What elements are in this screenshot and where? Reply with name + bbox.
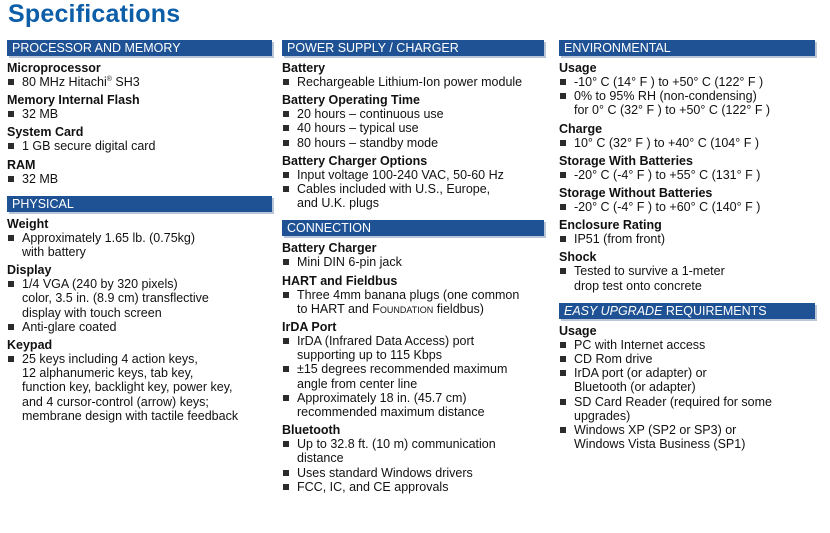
spec-group-title: System Card	[7, 125, 84, 140]
spec-group-title: Battery Operating Time	[282, 93, 421, 108]
section-environmental	[559, 40, 815, 293]
section-header-text: REQUIREMENTS	[662, 303, 767, 318]
spec-list	[282, 334, 544, 419]
section-power-supply-charger	[282, 40, 544, 210]
section-header: CONNECTION	[282, 220, 544, 236]
spec-list	[7, 139, 272, 153]
spec-group-title: Display	[7, 263, 52, 278]
spec-list-item: -20° C (-4° F ) to +55° C (131° F )	[559, 168, 815, 182]
spec-list-item: 1 GB secure digital card	[7, 139, 272, 153]
spec-group-battery-charger-options	[282, 154, 544, 211]
spec-list	[7, 75, 272, 89]
spec-list-item: Windows XP (SP2 or SP3) or Windows Vista Business (SP1)	[559, 423, 815, 451]
spec-group-shock	[559, 250, 815, 292]
spec-group-irda-port	[282, 320, 544, 419]
spec-list-item: IP51 (from front)	[559, 232, 815, 246]
spec-list-item: Anti-glare coated	[7, 320, 272, 334]
spec-group-title: IrDA Port	[282, 320, 337, 335]
spec-list-item: FCC, IC, and CE approvals	[282, 480, 544, 494]
section-physical	[7, 196, 272, 423]
section-header	[559, 303, 815, 319]
section-easy-upgrade-requirements	[559, 303, 815, 452]
spec-list-item: Uses standard Windows drivers	[282, 466, 544, 480]
spec-list	[559, 232, 815, 246]
column-2	[282, 40, 544, 504]
spec-list	[7, 107, 272, 121]
spec-list	[7, 352, 272, 423]
spec-list-item: Tested to survive a 1-meter drop test onto concrete	[559, 264, 815, 292]
spec-list	[559, 264, 815, 292]
spec-list-item: 80 MHz Hitachi® SH3	[7, 75, 272, 89]
spec-list-item: Cables included with U.S., Europe, and U.K. plugs	[282, 182, 544, 210]
spec-group-title: RAM	[7, 157, 36, 172]
spec-group-display	[7, 263, 272, 334]
spec-list	[559, 168, 815, 182]
spec-list-item: Input voltage 100-240 VAC, 50-60 Hz	[282, 168, 544, 182]
spec-list-item: Up to 32.8 ft. (10 m) communication distance	[282, 437, 544, 465]
spec-group-storage-with-batteries	[559, 154, 815, 182]
spec-group-enclosure-rating	[559, 218, 815, 246]
spec-group-battery-charger	[282, 241, 544, 269]
spec-list	[282, 168, 544, 211]
spec-group-title: Microprocessor	[7, 61, 101, 75]
spec-list	[559, 200, 815, 214]
spec-list-item: Approximately 18 in. (45.7 cm) recommended maximum distance	[282, 391, 544, 419]
spec-group-storage-without-batteries	[559, 186, 815, 214]
spec-list-item: IrDA port (or adapter) or Bluetooth (or adapter)	[559, 366, 815, 394]
spec-list	[7, 231, 272, 259]
spec-list-item: 32 MB	[7, 107, 272, 121]
spec-group-microprocessor	[7, 61, 272, 89]
spec-group-battery-operating-time	[282, 93, 544, 150]
spec-group-title: Usage	[559, 61, 597, 75]
spec-list-item: 20 hours – continuous use	[282, 107, 544, 121]
spec-list	[282, 107, 544, 150]
spec-list-item: 1/4 VGA (240 by 320 pixels) color, 3.5 in. (8.9 cm) transflective display with touch screen	[7, 277, 272, 320]
spec-group-title: Charge	[559, 121, 603, 136]
spec-group-system-card	[7, 125, 272, 153]
section-header: POWER SUPPLY / CHARGER	[282, 40, 544, 56]
spec-group-usage	[559, 324, 815, 452]
spec-group-title: Battery	[282, 61, 326, 75]
spec-list	[282, 437, 544, 494]
section-processor-and-memory	[7, 40, 272, 186]
spec-group-title: Keypad	[7, 338, 53, 353]
spec-list-item: CD Rom drive	[559, 352, 815, 366]
spec-group-title: Storage With Batteries	[559, 153, 693, 168]
spec-group-bluetooth	[282, 423, 544, 494]
section-connection	[282, 220, 544, 494]
spec-list	[7, 277, 272, 334]
spec-list-item: 10° C (32° F ) to +40° C (104° F )	[559, 136, 815, 150]
spec-list-item: -20° C (-4° F ) to +60° C (140° F )	[559, 200, 815, 214]
spec-group-title: Bluetooth	[282, 423, 341, 438]
spec-group-usage	[559, 61, 815, 118]
spec-list	[282, 75, 544, 89]
spec-group-title: Storage Without Batteries	[559, 186, 713, 201]
spec-list	[282, 255, 544, 269]
section-header-italic: EASY UPGRADE	[564, 303, 663, 318]
section-header: PROCESSOR AND MEMORY	[7, 40, 272, 56]
spec-group-ram	[7, 158, 272, 186]
page-title: Specifications	[8, 0, 181, 28]
spec-list	[7, 172, 272, 186]
spec-list-item: Three 4mm banana plugs (one common to HART and Foundation fieldbus)	[282, 288, 544, 316]
spec-list-item: IrDA (Infrared Data Access) port supporting up to 115 Kbps	[282, 334, 544, 362]
spec-group-title: Enclosure Rating	[559, 218, 662, 233]
spec-list-item: 80 hours – standby mode	[282, 136, 544, 150]
spec-list-item: 0% to 95% RH (non-condensing) for 0° C (32° F ) to +50° C (122° F )	[559, 89, 815, 117]
spec-group-title: Battery Charger	[282, 241, 377, 256]
spec-group-charge	[559, 122, 815, 150]
spec-list-item: 25 keys including 4 action keys, 12 alphanumeric keys, tab key, function key, backlight key, power key, and 4 cursor-control (arrow) keys; membrane design with tactile feedback	[7, 352, 272, 423]
spec-list-item: Rechargeable Lithium-Ion power module	[282, 75, 544, 89]
spec-list-item: SD Card Reader (required for some upgrades)	[559, 395, 815, 423]
spec-group-memory-internal-flash	[7, 93, 272, 121]
spec-list-item: -10° C (14° F ) to +50° C (122° F )	[559, 75, 815, 89]
spec-list-item: Approximately 1.65 lb. (0.75kg) with battery	[7, 231, 272, 259]
spec-list-item: Mini DIN 6-pin jack	[282, 255, 544, 269]
spec-group-title: Weight	[7, 216, 49, 231]
spec-group-weight	[7, 217, 272, 259]
spec-list	[559, 136, 815, 150]
spec-list-item: ±15 degrees recommended maximum angle from center line	[282, 362, 544, 390]
spec-group-battery	[282, 61, 544, 89]
spec-list	[559, 338, 815, 452]
spec-group-title: Shock	[559, 250, 597, 265]
spec-list-item: PC with Internet access	[559, 338, 815, 352]
spec-group-title: Usage	[559, 323, 597, 338]
section-header: ENVIRONMENTAL	[559, 40, 815, 56]
spec-group-title: HART and Fieldbus	[282, 273, 398, 288]
spec-group-keypad	[7, 338, 272, 423]
spec-list-item: 40 hours – typical use	[282, 121, 544, 135]
section-header: PHYSICAL	[7, 196, 272, 212]
spec-group-title: Memory Internal Flash	[7, 93, 140, 108]
spec-list-item: 32 MB	[7, 172, 272, 186]
spec-group-title: Battery Charger Options	[282, 153, 428, 168]
spec-list	[559, 75, 815, 118]
spec-group-hart-and-fieldbus	[282, 274, 544, 316]
column-1	[7, 40, 272, 433]
spec-list	[282, 288, 544, 316]
column-3	[559, 40, 815, 461]
